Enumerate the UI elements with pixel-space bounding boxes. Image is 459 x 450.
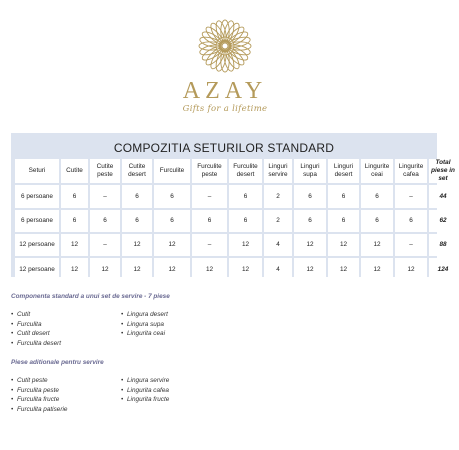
table-cell: 4 xyxy=(264,258,292,281)
table-total-cell: 88 xyxy=(429,234,457,256)
emblem-ring xyxy=(222,43,228,49)
list-item xyxy=(121,329,168,339)
table-title: COMPOZITIA SETURILOR STANDARD xyxy=(113,141,335,155)
table-cell: 6 xyxy=(192,210,227,232)
bullet-icon: • xyxy=(121,320,124,328)
table-cell: 6 xyxy=(122,210,152,232)
table-cell: 6 xyxy=(361,185,393,208)
table-cell: 6 xyxy=(61,185,88,208)
table-header-cell: Cutite desert xyxy=(122,159,152,183)
list-item-label: Furculita xyxy=(17,320,42,328)
additional-right-list xyxy=(121,376,169,405)
table-cell: – xyxy=(192,185,227,208)
list-item-label: Furculita patiserie xyxy=(17,405,68,413)
bullet-icon: • xyxy=(11,311,14,318)
sets-table xyxy=(13,157,459,283)
table-header-cell: Cutite peste xyxy=(90,159,120,183)
standard-section xyxy=(11,293,439,347)
list-item-label: Furculita fructe xyxy=(17,396,60,403)
table-row xyxy=(15,185,457,208)
list-item-label: Lingurita fructe xyxy=(127,396,170,403)
table-cell: 12 xyxy=(154,234,190,256)
table-cell: 6 xyxy=(294,210,326,232)
list-item xyxy=(11,320,61,330)
table-header-cell: Linguri desert xyxy=(328,159,359,183)
table-cell: – xyxy=(395,185,427,208)
table-header-cell: Lingurite ceai xyxy=(361,159,393,183)
table-total-cell: 124 xyxy=(429,258,457,281)
table-cell: 6 xyxy=(229,210,262,232)
table-cell: 12 xyxy=(395,258,427,281)
table-header-cell: Linguri supa xyxy=(294,159,326,183)
table-cell: 12 xyxy=(192,258,227,281)
list-item-label: Furculita desert xyxy=(17,339,62,347)
table-cell: 12 xyxy=(361,258,393,281)
table-cell: 12 xyxy=(229,234,262,256)
standard-title: Componenta standard a unui set de servire - 7 piese xyxy=(11,293,170,300)
table-cell: 6 xyxy=(395,210,427,232)
bullet-icon: • xyxy=(11,377,14,384)
bullet-icon: • xyxy=(121,311,124,318)
table-cell: 12 xyxy=(229,258,262,281)
table-cell: 12 xyxy=(61,258,88,281)
list-item-label: Lingura servire xyxy=(127,377,170,384)
table-cell: 12 xyxy=(122,258,152,281)
list-item xyxy=(121,395,169,405)
table-total-cell: 62 xyxy=(429,210,457,232)
table-cell: 12 xyxy=(90,258,120,281)
table-row-label: 12 persoane xyxy=(15,234,59,256)
table-cell: 12 xyxy=(328,234,359,256)
additional-section xyxy=(11,359,439,413)
table-cell: 2 xyxy=(264,185,292,208)
brand-name: AZAY xyxy=(182,78,268,104)
list-item xyxy=(11,405,67,415)
table-header-cell: Furculite xyxy=(154,159,190,183)
bullet-icon: • xyxy=(11,339,14,347)
table-row-label: 6 persoane xyxy=(15,210,59,232)
table-row xyxy=(15,234,457,256)
table-cell: 12 xyxy=(294,258,326,281)
list-item xyxy=(121,320,168,330)
table-header-cell: Total piese in set xyxy=(429,159,457,183)
table-header-cell: Furculite peste xyxy=(192,159,227,183)
table-cell: – xyxy=(90,234,120,256)
list-item xyxy=(11,376,67,386)
table-header-cell: Seturi xyxy=(15,159,59,183)
list-item xyxy=(11,386,67,396)
additional-left-list xyxy=(11,376,67,414)
sets-table-panel xyxy=(11,133,455,277)
table-cell: – xyxy=(395,234,427,256)
list-item xyxy=(11,310,61,320)
table-cell: 6 xyxy=(90,210,120,232)
table-cell: 12 xyxy=(61,234,88,256)
list-item xyxy=(11,329,61,339)
bullet-icon: • xyxy=(121,386,124,394)
table-cell: 12 xyxy=(154,258,190,281)
additional-title: Piese aditionale pentru servire xyxy=(11,359,104,366)
standard-left-list xyxy=(11,310,61,348)
list-item xyxy=(121,386,169,396)
list-item xyxy=(11,395,67,405)
table-cell: 12 xyxy=(361,234,393,256)
brand-tagline: Gifts for a lifetime xyxy=(182,104,268,114)
bullet-icon: • xyxy=(121,396,124,403)
table-cell: 6 xyxy=(328,185,359,208)
standard-right-list xyxy=(121,310,168,339)
table-cell: 12 xyxy=(328,258,359,281)
table-header-row xyxy=(15,159,457,183)
table-cell: 12 xyxy=(294,234,326,256)
table-total-cell: 44 xyxy=(429,185,457,208)
table-cell: 4 xyxy=(264,234,292,256)
bullet-icon: • xyxy=(11,320,14,328)
table-cell: 6 xyxy=(229,185,262,208)
table-row-label: 12 persoane xyxy=(15,258,59,281)
table-cell: 6 xyxy=(294,185,326,208)
bullet-icon: • xyxy=(121,377,124,384)
table-cell: 6 xyxy=(122,185,152,208)
list-item-label: Lingurita ceai xyxy=(127,330,166,337)
table-row-label: 6 persoane xyxy=(15,185,59,208)
table-header-cell: Furculite desert xyxy=(229,159,262,183)
table-cell: 12 xyxy=(122,234,152,256)
bullet-icon: • xyxy=(121,330,124,337)
list-item xyxy=(121,310,168,320)
list-item xyxy=(11,339,61,349)
bullet-icon: • xyxy=(11,405,14,413)
list-item-label: Cutit peste xyxy=(17,377,48,384)
list-item-label: Furculita peste xyxy=(17,386,59,394)
list-item-label: Lingura supa xyxy=(127,320,164,328)
sunburst-emblem-icon xyxy=(197,18,253,74)
list-item-label: Cutit xyxy=(17,311,31,318)
table-cell: – xyxy=(192,234,227,256)
table-cell: 6 xyxy=(154,210,190,232)
table-row xyxy=(15,258,457,281)
table-header-cell: Cutite xyxy=(61,159,88,183)
table-cell: 6 xyxy=(361,210,393,232)
table-header-cell: Lingurite cafea xyxy=(395,159,427,183)
table-cell: 6 xyxy=(328,210,359,232)
table-row xyxy=(15,210,457,232)
list-item-label: Lingurita cafea xyxy=(127,386,169,394)
list-item xyxy=(121,376,169,386)
logo xyxy=(0,18,450,74)
table-cell: – xyxy=(90,185,120,208)
bullet-icon: • xyxy=(11,386,14,394)
table-cell: 6 xyxy=(154,185,190,208)
table-cell: 6 xyxy=(61,210,88,232)
bullet-icon: • xyxy=(11,330,14,337)
table-header-cell: Linguri servire xyxy=(264,159,292,183)
table-cell: 2 xyxy=(264,210,292,232)
list-item-label: Lingura desert xyxy=(127,311,168,318)
list-item-label: Cutit desert xyxy=(17,330,50,337)
bullet-icon: • xyxy=(11,396,14,403)
